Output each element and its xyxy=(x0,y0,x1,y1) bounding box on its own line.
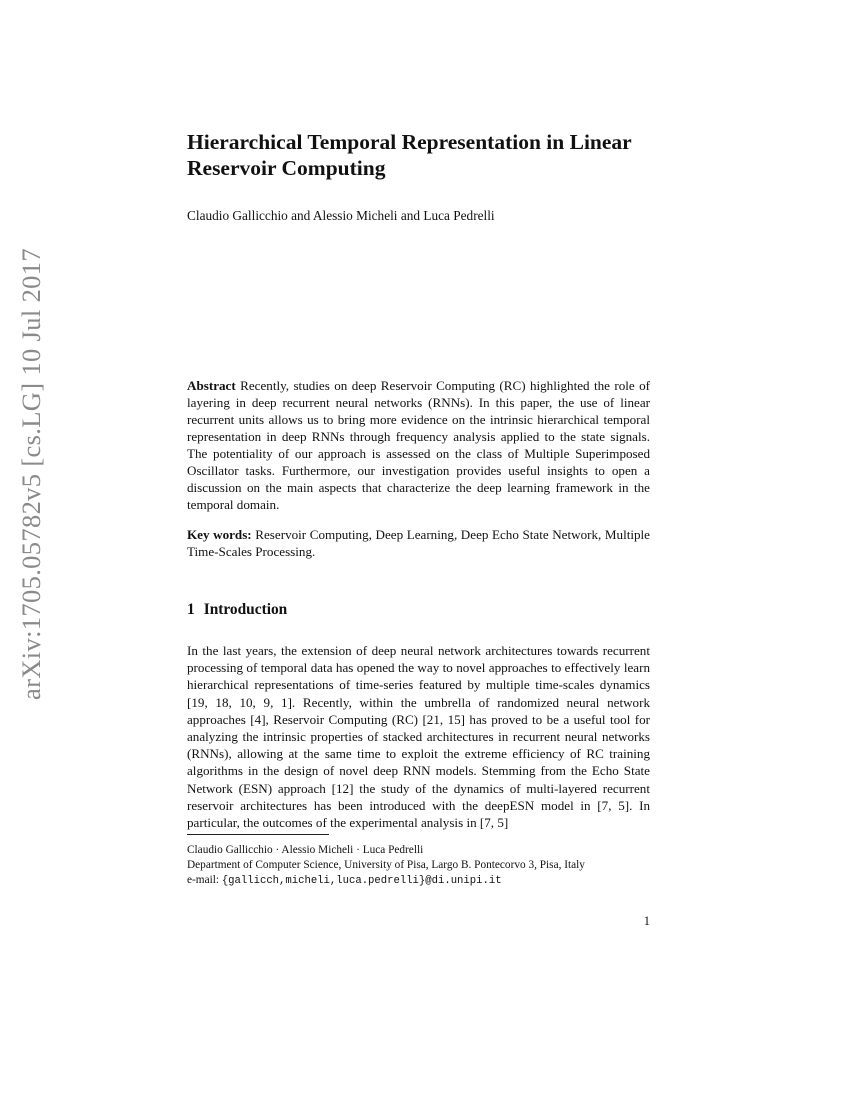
footnote xyxy=(187,843,650,888)
section-number: 1 xyxy=(187,601,195,618)
abstract xyxy=(187,377,650,513)
keywords-label: Key words: xyxy=(187,527,252,542)
author-list: Claudio Gallicchio and Alessio Micheli and Luca Pedrelli xyxy=(187,208,495,223)
section-heading-introduction xyxy=(187,600,650,620)
footnote-email-label: e-mail: xyxy=(187,873,219,886)
page-number: 1 xyxy=(643,914,650,928)
keywords-text: Reservoir Computing, Deep Learning, Deep Echo State Network, Multiple Time-Scales Processing. xyxy=(187,527,650,559)
footnote-email: {gallicch,micheli,luca.pedrelli}@di.unipi.it xyxy=(221,874,502,887)
abstract-label: Abstract xyxy=(187,378,236,393)
arxiv-identifier: arXiv:1705.05782v5 [cs.LG] 10 Jul 2017 xyxy=(16,248,46,700)
paper-title: Hierarchical Temporal Representation in Linear Reservoir Computing xyxy=(187,130,632,180)
footnote-email-line xyxy=(187,873,650,889)
keywords xyxy=(187,526,650,560)
abstract-text: Recently, studies on deep Reservoir Computing (RC) highlighted the role of layering in deep recurrent neural networks (RNNs). In this paper, the use of linear recurrent units allows us to bring more evidence on the intrinsic hierarchical temporal representation in deep RNNs through frequency analysis applied to the state signals. The potentiality of our approach is assessed on the class of Multiple Superimposed Oscillator tasks. Furthermore, our investigation provides useful insights to open a discussion on the main aspects that characterize the deep learning framework in the temporal domain. xyxy=(187,378,650,512)
section-title: Introduction xyxy=(203,601,288,618)
footnote-divider xyxy=(187,834,329,835)
introduction-paragraph: In the last years, the extension of deep neural network architectures towards recurrent processing of temporal data has opened the way to novel approaches to effectively learn hierarchical representations of time-series featured by multiple time-scales dynamics [19, 18, 10, 9, 1]. Recently, within the umbrella of randomized neural network approaches [4], Reservoir Computing (RC) [21, 15] has proved to be a useful tool for analyzing the intrinsic properties of stacked architectures in recurrent neural networks (RNNs), allowing at the same time to exploit the extreme efficiency of RC training algorithms in the design of novel deep RNN models. Stemming from the Echo State Network (ESN) approach [12] the study of the dynamics of multi-layered recurrent reservoir architectures has been introduced with the deepESN model in [7, 5]. In particular, the outcomes of the experimental analysis in [7, 5] xyxy=(187,643,650,831)
footnote-affiliation: Department of Computer Science, University of Pisa, Largo B. Pontecorvo 3, Pisa, Italy xyxy=(187,858,585,871)
footnote-authors: Claudio Gallicchio · Alessio Micheli · Luca Pedrelli xyxy=(187,844,424,856)
